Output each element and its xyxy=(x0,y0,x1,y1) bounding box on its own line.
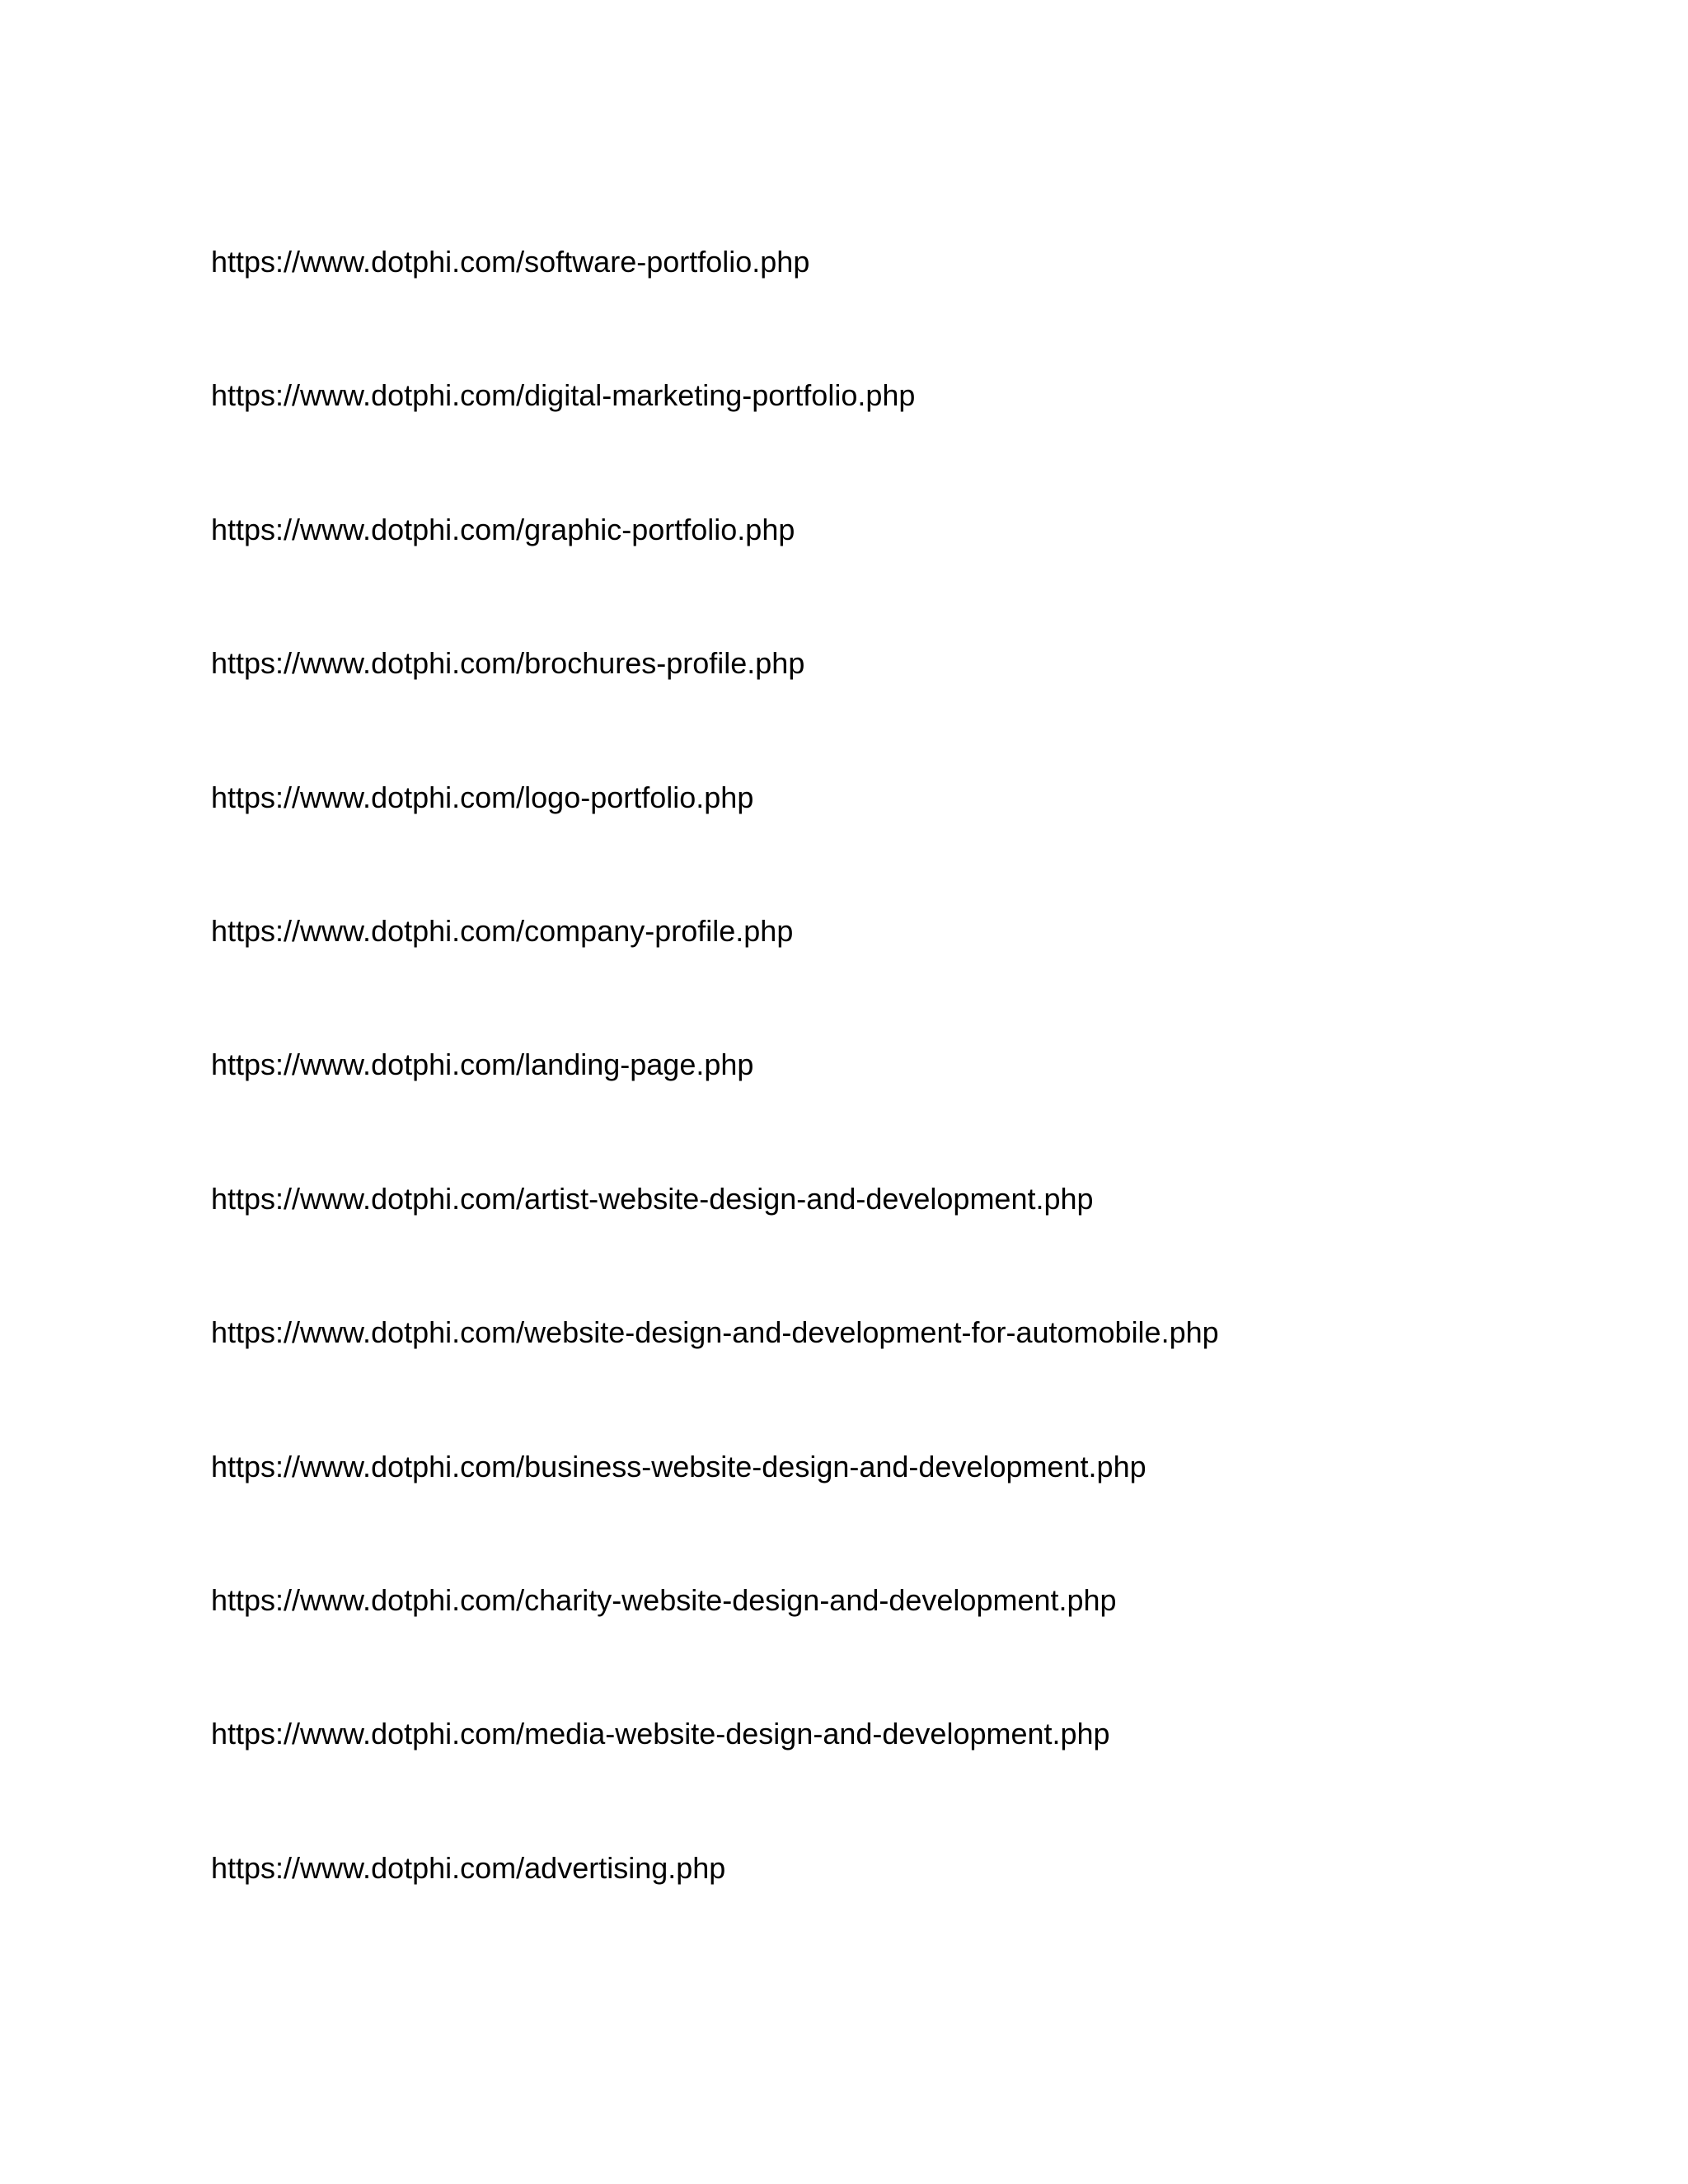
url-company-profile: https://www.dotphi.com/company-profile.php xyxy=(211,913,794,948)
url-business-website: https://www.dotphi.com/business-website-design-and-development.php xyxy=(211,1449,1146,1483)
url-automobile-website: https://www.dotphi.com/website-design-and-development-for-automobile.php xyxy=(211,1315,1219,1350)
url-landing-page: https://www.dotphi.com/landing-page.php xyxy=(211,1047,754,1082)
url-advertising: https://www.dotphi.com/advertising.php xyxy=(211,1850,726,1885)
url-list xyxy=(211,242,1219,1982)
url-brochures-profile: https://www.dotphi.com/brochures-profile.php xyxy=(211,646,805,681)
url-artist-website: https://www.dotphi.com/artist-website-design-and-development.php xyxy=(211,1181,1094,1216)
url-software-portfolio: https://www.dotphi.com/software-portfolio.php xyxy=(211,245,810,279)
url-logo-portfolio: https://www.dotphi.com/logo-portfolio.php xyxy=(211,780,754,814)
url-charity-website: https://www.dotphi.com/charity-website-design-and-development.php xyxy=(211,1582,1117,1617)
url-media-website: https://www.dotphi.com/media-website-design-and-development.php xyxy=(211,1717,1110,1751)
url-digital-marketing-portfolio: https://www.dotphi.com/digital-marketing-portfolio.php xyxy=(211,378,916,413)
url-graphic-portfolio: https://www.dotphi.com/graphic-portfolio.php xyxy=(211,512,795,546)
